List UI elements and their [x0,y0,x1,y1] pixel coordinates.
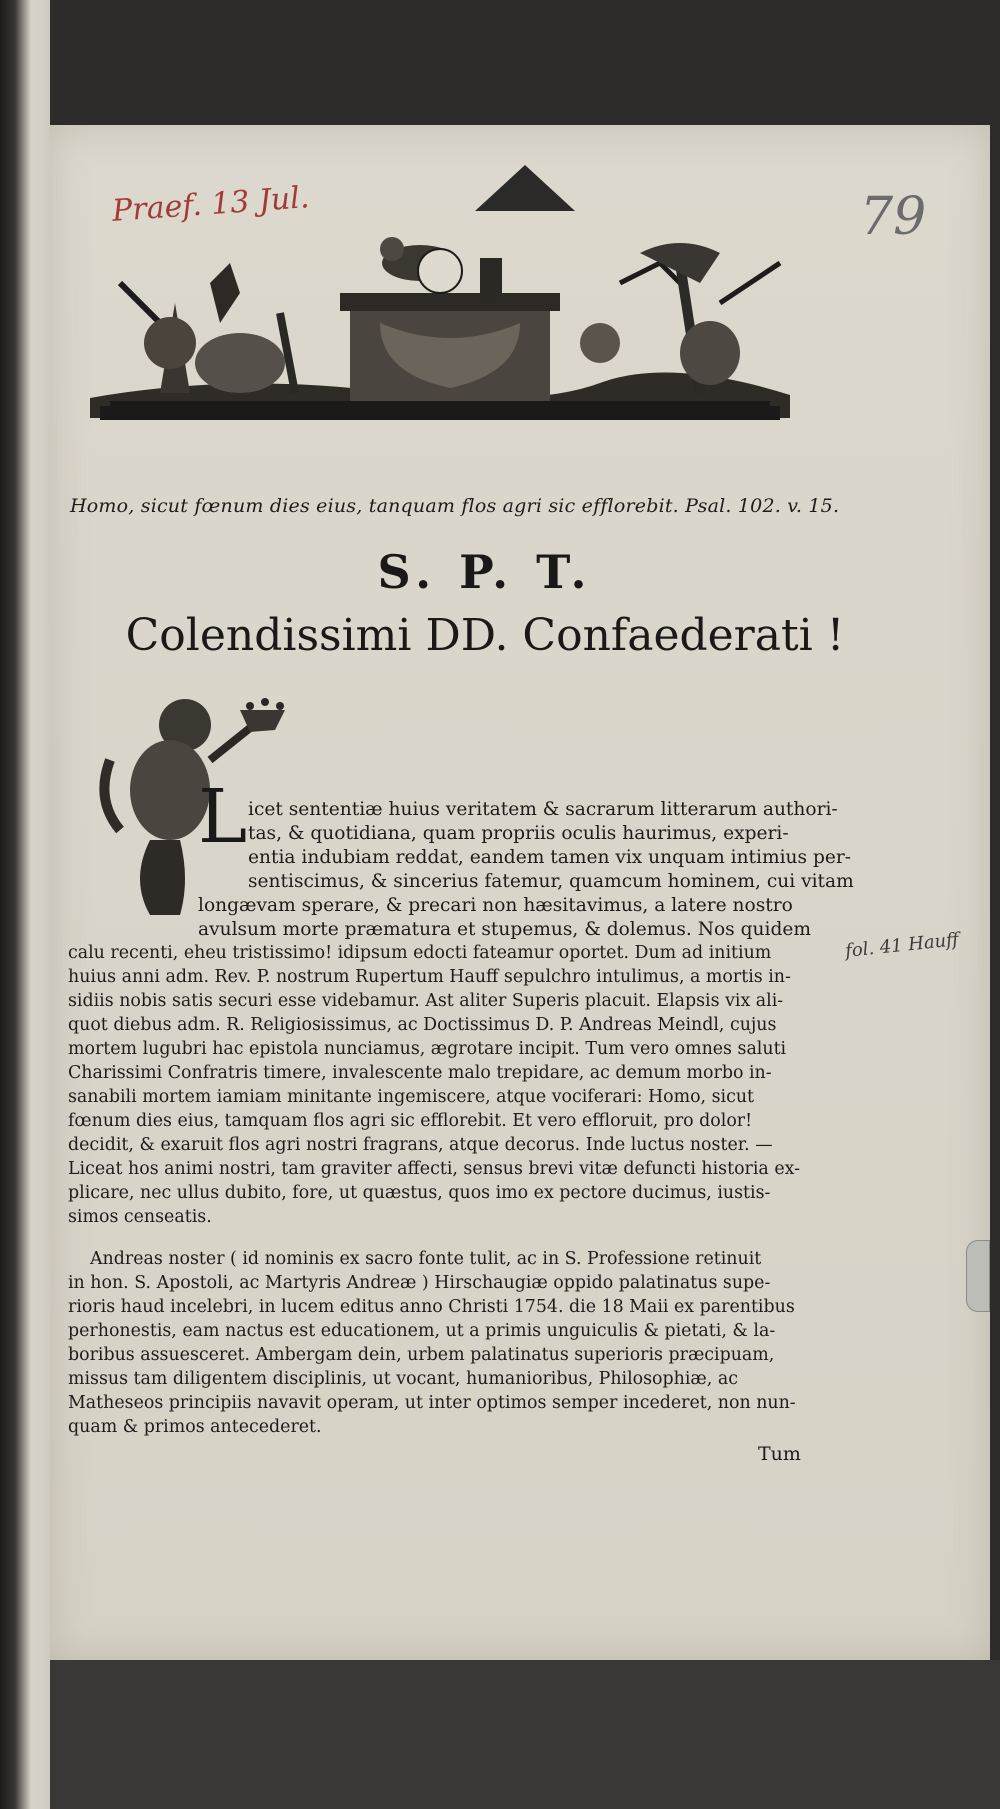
text-line: fœnum dies eius, tamquam flos agri sic efflorebit. Et vero effloruit, pro dolor! [68,1111,753,1131]
text-line: Andreas noster ( id nominis ex sacro fonte tulit, ac in S. Professione retinuit [90,1249,762,1269]
text-line: Matheseos principiis navavit operam, ut inter optimos semper incederet, non nun- [68,1393,796,1413]
handwritten-folio-number: 79 [860,187,927,247]
woodcut-vignette [80,223,800,423]
text-line: rioris haud incelebri, in lucem editus anno Christi 1754. die 18 Maii ex parentibus [68,1297,795,1317]
catchword: Tum [758,1443,801,1465]
text-line: missus tam diligentem disciplinis, ut vocant, humanioribus, Philosophiæ, ac [68,1369,738,1389]
text-line: sanabili mortem iamiam minitante ingemiscere, atque vociferari: Homo, sicut [68,1087,755,1107]
page-marker-triangle [475,165,575,211]
page-tab-clip [966,1240,990,1312]
text-line: sidiis nobis satis securi esse videbamur. Ast aliter Superis placuit. Elapsis vix ali- [68,991,784,1011]
text-line: calu recenti, eheu tristissimo! idipsum edocti fateamur oportet. Dum ad initium [68,943,772,963]
document-page [50,125,990,1660]
text-line: mortem lugubri hac epistola nunciamus, ægrotare incipit. Tum vero omnes saluti [68,1039,787,1059]
text-line: quam & primos antecederet. [68,1417,322,1437]
heading-spt: S. P. T. [377,545,593,599]
text-line: decidit, & exaruit flos agri nostri fragrans, atque decorus. Inde luctus noster. — [68,1135,773,1155]
text-line: icet sententiæ huius veritatem & sacrarum litterarum authori- [248,799,838,820]
text-line: longævam sperare, & precari non hæsitavimus, a latere nostro [198,895,793,916]
handwritten-note-date: Praef. 13 Jul. [111,180,311,229]
text-line: tas, & quotidiana, quam propriis oculis haurimus, experi- [248,823,789,844]
binding-edge [0,0,50,1809]
text-line: in hon. S. Apostoli, ac Martyris Andreæ ) Hirschaugiæ oppido palatinatus supe- [68,1273,771,1293]
text-line: huius anni adm. Rev. P. nostrum Rupertum Hauff sepulchro intulimus, a mortis in- [68,967,791,987]
handwritten-margin-note: fol. 41 Hauff [844,929,960,962]
text-line: entia indubiam reddat, eandem tamen vix unquam intimius per- [248,847,852,868]
salutation: Colendissimi DD. Confaederati ! [125,610,845,661]
text-line: boribus assuesceret. Ambergam dein, urbem palatinatus superioris præcipuam, [68,1345,775,1365]
text-line: perhonestis, eam nactus est educationem, ut a primis unguiculis & pietati, & la- [68,1321,776,1341]
text-line: quot diebus adm. R. Religiosissimus, ac Doctissimus D. P. Andreas Meindl, cujus [68,1015,777,1035]
text-line: Charissimi Confratris timere, invalescente malo trepidare, ac demum morbo in- [68,1063,772,1083]
text-line: plicare, nec ullus dubito, fore, ut quæstus, quos imo ex pectore ducimus, iustis- [68,1183,771,1203]
text-line: simos censeatis. [68,1207,212,1227]
drop-cap-initial: L [198,774,248,860]
text-line: Liceat hos animi nostri, tam graviter affecti, sensus brevi vitæ defuncti historia ex- [68,1159,800,1179]
text-line: avulsum morte præmatura et stupemus, & dolemus. Nos quidem [198,919,811,940]
scan-background [50,1660,1000,1809]
text-line: sentiscimus, & sincerius fatemur, quamcum hominem, cui vitam [248,871,854,892]
epigraph-psalm: Homo, sicut fœnum dies eius, tanquam flos agri sic efflorebit. Psal. 102. v. 15. [70,495,840,517]
